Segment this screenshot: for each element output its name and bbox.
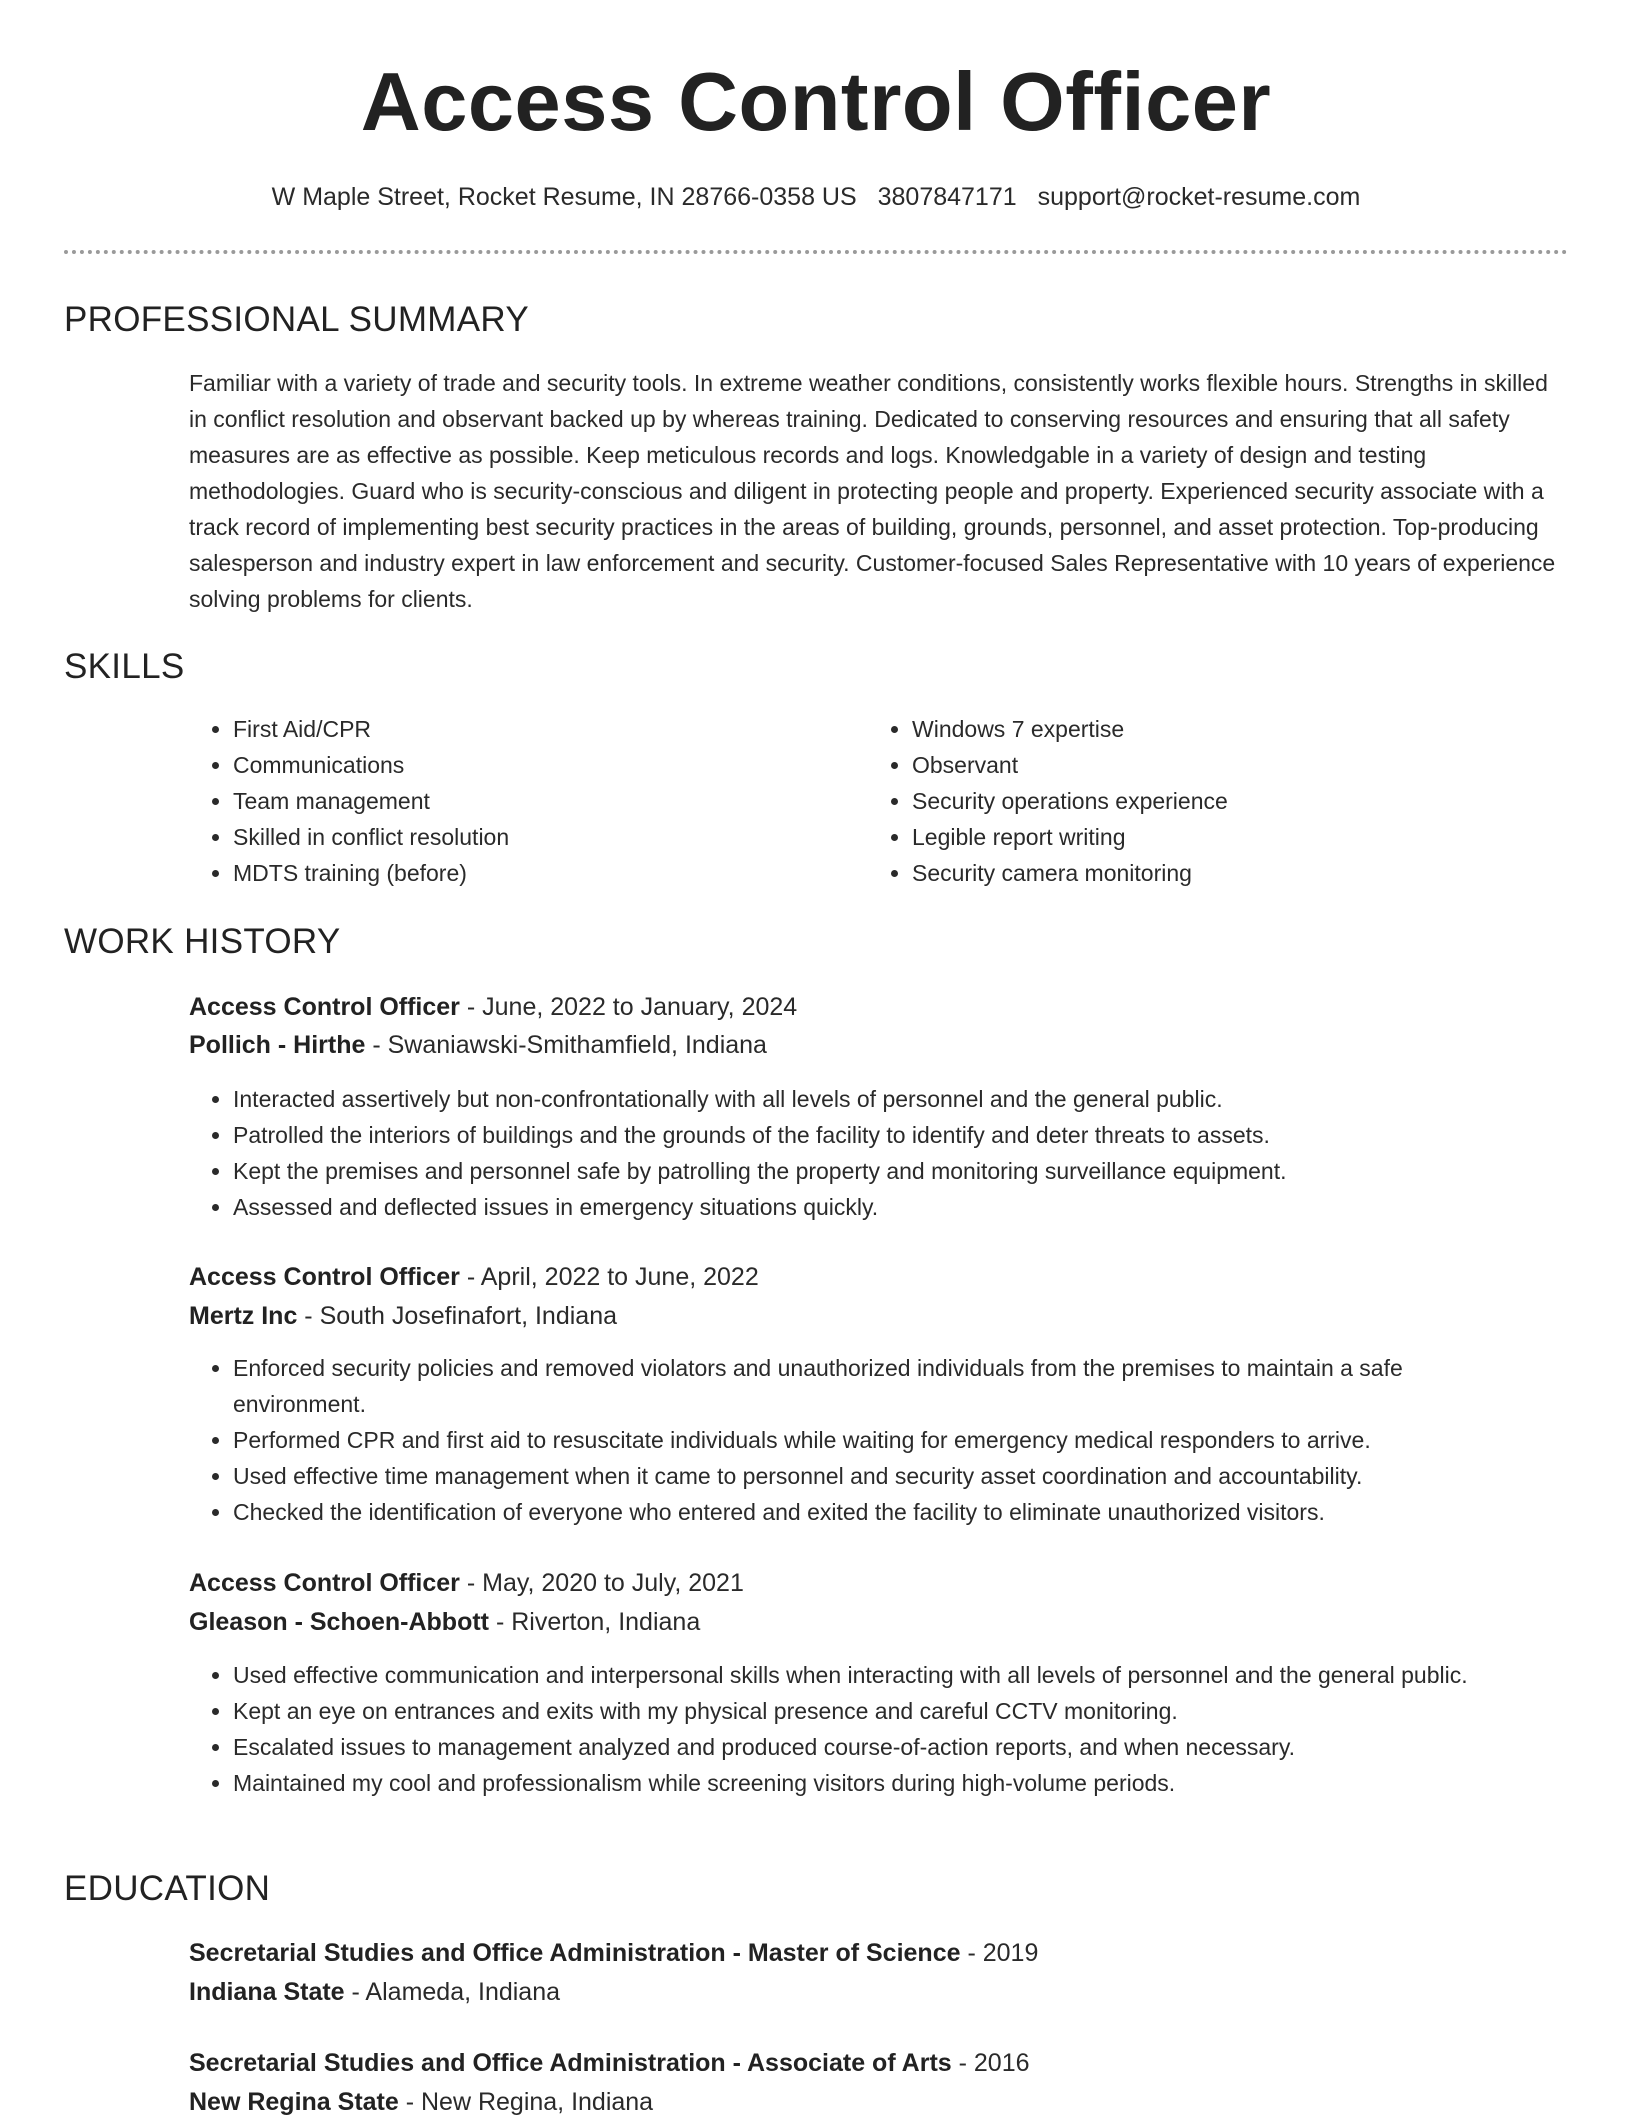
contact-line: [0, 180, 1632, 214]
job-bullets: [189, 1350, 1529, 1530]
skills-title: SKILLS: [64, 647, 185, 686]
job-bullet: • Interacted assertively but non-confrontationally with all levels of personnel and the general public.: [233, 1081, 1529, 1117]
contact-address: W Maple Street, Rocket Resume, IN 28766-0358 US: [271, 183, 857, 211]
job-title-line: [189, 1258, 1569, 1296]
job-company: Mertz Inc: [189, 1302, 298, 1330]
education-school: New Regina State: [189, 2088, 399, 2116]
contact-phone: 3807847171: [877, 183, 1017, 211]
job-bullet: • Used effective time management when it came to personnel and security asset coordination and accountability.: [233, 1458, 1529, 1494]
skill-item: • Security operations experience: [912, 783, 1508, 819]
skill-item: • Windows 7 expertise: [912, 711, 1508, 747]
job-bullet: • Maintained my cool and professionalism while screening visitors during high-volume periods.: [233, 1765, 1529, 1801]
skill-item: • Skilled in conflict resolution: [233, 819, 829, 855]
skill-item: • First Aid/CPR: [233, 711, 829, 747]
job-bullet: • Escalated issues to management analyzed and produced course-of-action reports, and when necessary.: [233, 1729, 1529, 1765]
skill-item: • MDTS training (before): [233, 855, 829, 891]
job-company: Pollich - Hirthe: [189, 1031, 366, 1059]
job-company: Gleason - Schoen-Abbott: [189, 1608, 489, 1636]
job-role: Access Control Officer: [189, 1569, 460, 1597]
job-bullet: • Kept an eye on entrances and exits with my physical presence and careful CCTV monitoring.: [233, 1693, 1529, 1729]
job-location: - South Josefinafort, Indiana: [297, 1302, 618, 1330]
education-school: Indiana State: [189, 1978, 345, 2006]
education-year: - 2016: [951, 2049, 1030, 2077]
job-title-line: [189, 988, 1569, 1026]
skill-item: • Legible report writing: [912, 819, 1508, 855]
skill-item: • Security camera monitoring: [912, 855, 1508, 891]
work-title: WORK HISTORY: [64, 922, 341, 961]
education-school-line: [189, 1973, 1569, 2011]
job-dates: - June, 2022 to January, 2024: [459, 993, 798, 1021]
job-location: - Swaniawski-Smithamfield, Indiana: [365, 1031, 767, 1059]
summary-title: PROFESSIONAL SUMMARY: [64, 300, 529, 339]
job-bullet: • Kept the premises and personnel safe by patrolling the property and monitoring surveillance equipment.: [233, 1153, 1529, 1189]
job-bullets: [189, 1081, 1529, 1225]
job-location: - Riverton, Indiana: [489, 1608, 701, 1636]
education-school-line: [189, 2083, 1569, 2121]
job-company-line: [189, 1603, 1569, 1641]
skills-right-column: [868, 711, 1508, 891]
education-degree: Secretarial Studies and Office Administration - Master of Science: [189, 1939, 961, 1967]
job-bullet: • Performed CPR and first aid to resuscitate individuals while waiting for emergency medical responders to arrive.: [233, 1422, 1529, 1458]
job-bullet: • Enforced security policies and removed violators and unauthorized individuals from the premises to maintain a safe environment.: [233, 1350, 1529, 1422]
summary-text: Familiar with a variety of trade and security tools. In extreme weather conditions, consistently works flexible hours. Strengths in skilled in conflict resolution and observant backed up by whereas training. Dedicated to conserving resources and ensuring that all safety measures are as effective as possible. Keep meticulous records and logs. Knowledgable in a variety of design and testing methodologies. Guard who is security-conscious and diligent in protecting people and property. Experienced security associate with a track record of implementing best security practices in the areas of building, grounds, personnel, and asset protection. Top-producing salesperson and industry expert in law enforcement and security. Customer-focused Sales Representative with 10 years of experience solving problems for clients.: [189, 370, 1556, 612]
job-bullet: • Checked the identification of everyone who entered and exited the facility to eliminate unauthorized visitors.: [233, 1494, 1529, 1530]
education-location: - Alameda, Indiana: [344, 1978, 561, 2006]
education-degree: Secretarial Studies and Office Administration - Associate of Arts: [189, 2049, 952, 2077]
education-degree-line: [189, 1934, 1569, 1972]
education-year: - 2019: [960, 1939, 1039, 1967]
education-location: - New Regina, Indiana: [398, 2088, 654, 2116]
job-bullet: • Patrolled the interiors of buildings and the grounds of the facility to identify and deter threats to assets.: [233, 1117, 1529, 1153]
job-role: Access Control Officer: [189, 1263, 460, 1291]
job-dates: - April, 2022 to June, 2022: [459, 1263, 759, 1291]
skills-left-column: [189, 711, 829, 891]
job-bullet: • Assessed and deflected issues in emergency situations quickly.: [233, 1189, 1529, 1225]
job-title-line: [189, 1564, 1569, 1602]
job-bullet: • Used effective communication and interpersonal skills when interacting with all levels of personnel and the general public.: [233, 1657, 1529, 1693]
header-divider: [64, 250, 1568, 254]
skill-item: • Team management: [233, 783, 829, 819]
job-company-line: [189, 1026, 1569, 1064]
skill-item: • Communications: [233, 747, 829, 783]
job-role: Access Control Officer: [189, 993, 460, 1021]
skill-item: • Observant: [912, 747, 1508, 783]
job-dates: - May, 2020 to July, 2021: [459, 1569, 744, 1597]
job-company-line: [189, 1297, 1569, 1335]
education-degree-line: [189, 2044, 1569, 2082]
contact-email: support@rocket-resume.com: [1037, 183, 1361, 211]
resume-name: Access Control Officer: [360, 55, 1272, 148]
education-title: EDUCATION: [64, 1869, 271, 1908]
job-bullets: [189, 1657, 1529, 1801]
